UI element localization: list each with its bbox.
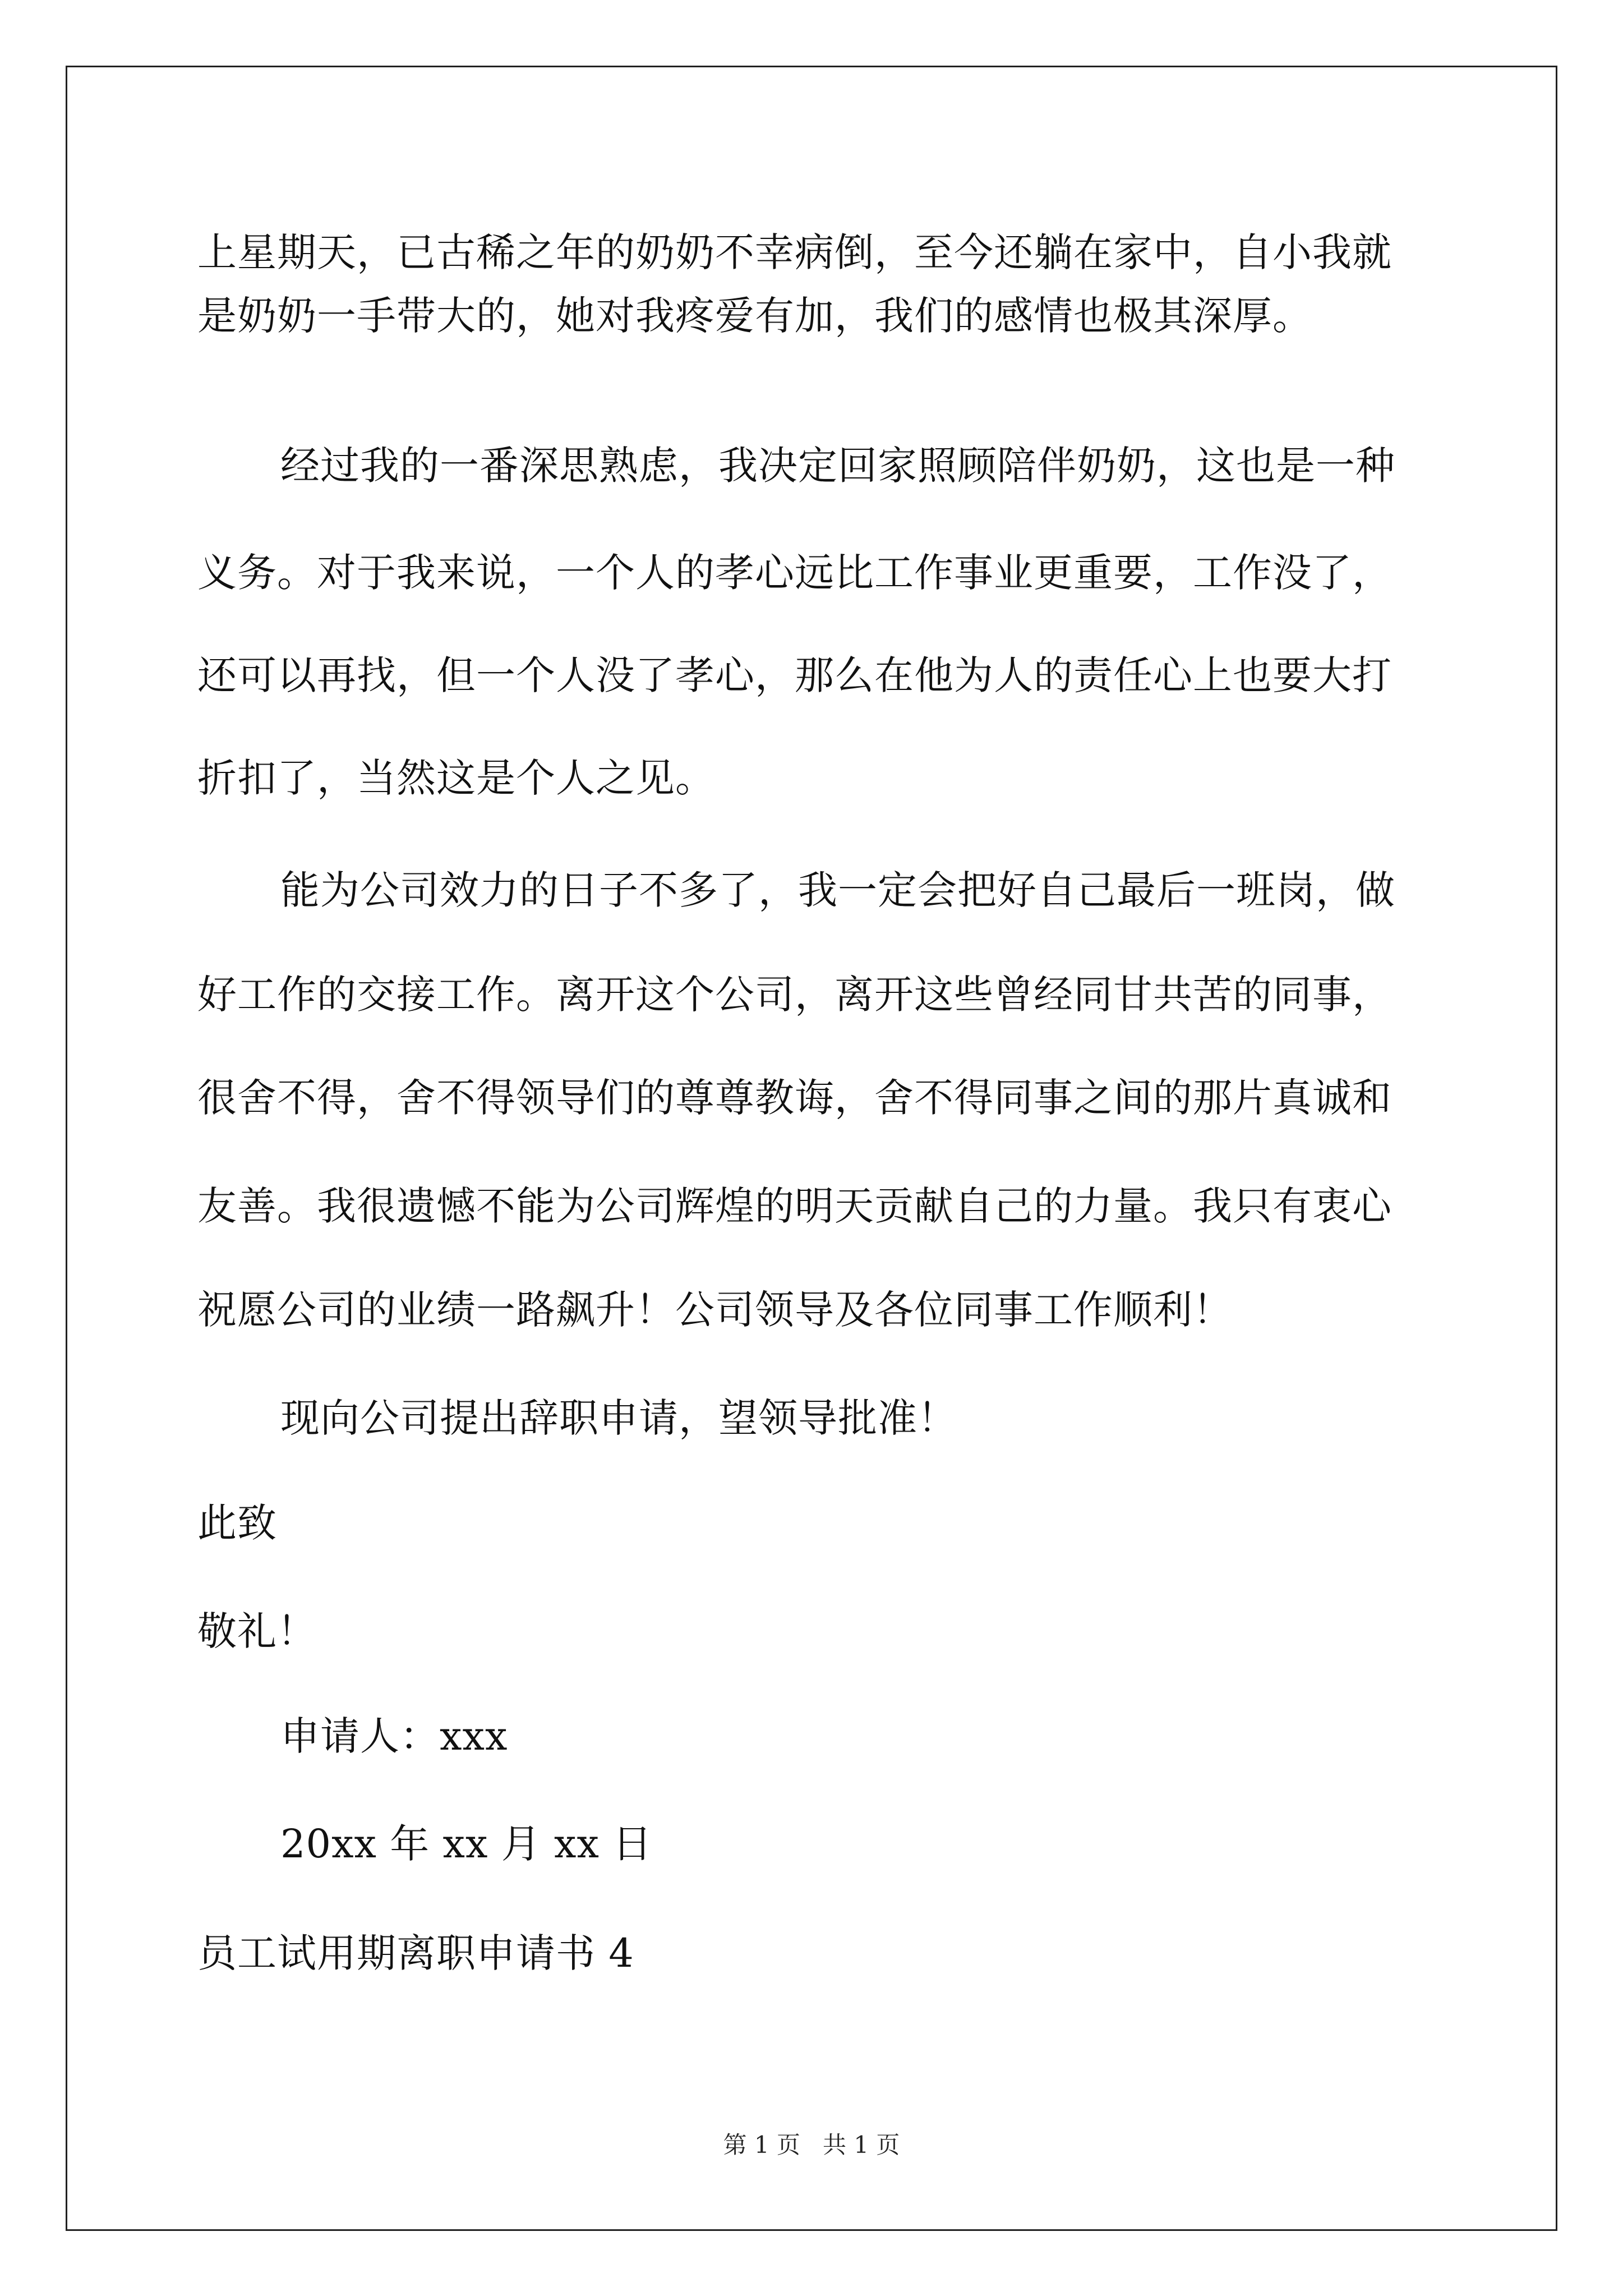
paragraph-line: 现向公司提出辞职申请，望领导批准！ [280, 1395, 957, 1441]
page-number: 第 1 页 [723, 2131, 800, 2159]
page-total: 共 1 页 [823, 2131, 900, 2159]
paragraph-line: 很舍不得，舍不得领导们的尊尊教诲，舍不得同事之间的那片真诚和 [197, 1075, 1392, 1121]
closing-line: 此致 [197, 1500, 277, 1546]
paragraph-line: 折扣了，当然这是个人之见。 [197, 755, 715, 801]
applicant-line: 申请人：xxx [280, 1713, 508, 1759]
paragraph-line: 好工作的交接工作。离开这个公司，离开这些曾经同甘共苦的同事， [197, 972, 1392, 1018]
date-line: 20xx 年 xx 月 xx 日 [280, 1821, 653, 1867]
paragraph-line: 是奶奶一手带大的，她对我疼爱有加，我们的感情也极其深厚。 [197, 293, 1312, 339]
section-heading: 员工试用期离职申请书 4 [197, 1930, 634, 1976]
paragraph-line: 义务。对于我来说，一个人的孝心远比工作事业更重要，工作没了， [197, 550, 1392, 596]
page-footer [0, 2133, 1623, 2157]
paragraph-line: 友善。我很遗憾不能为公司辉煌的明天贡献自己的力量。我只有衷心 [197, 1183, 1392, 1229]
paragraph-line: 经过我的一番深思熟虑，我决定回家照顾陪伴奶奶，这也是一种 [280, 443, 1395, 489]
paragraph-line: 还可以再找，但一个人没了孝心，那么在他为人的责任心上也要大打 [197, 652, 1392, 698]
paragraph-line: 上星期天，已古稀之年的奶奶不幸病倒，至今还躺在家中，自小我就 [197, 229, 1392, 275]
page-border [66, 66, 1557, 2231]
closing-line: 敬礼！ [197, 1608, 317, 1654]
paragraph-line: 祝愿公司的业绩一路飙升！公司领导及各位同事工作顺利！ [197, 1287, 1233, 1333]
paragraph-line: 能为公司效力的日子不多了，我一定会把好自己最后一班岗，做 [280, 867, 1395, 913]
